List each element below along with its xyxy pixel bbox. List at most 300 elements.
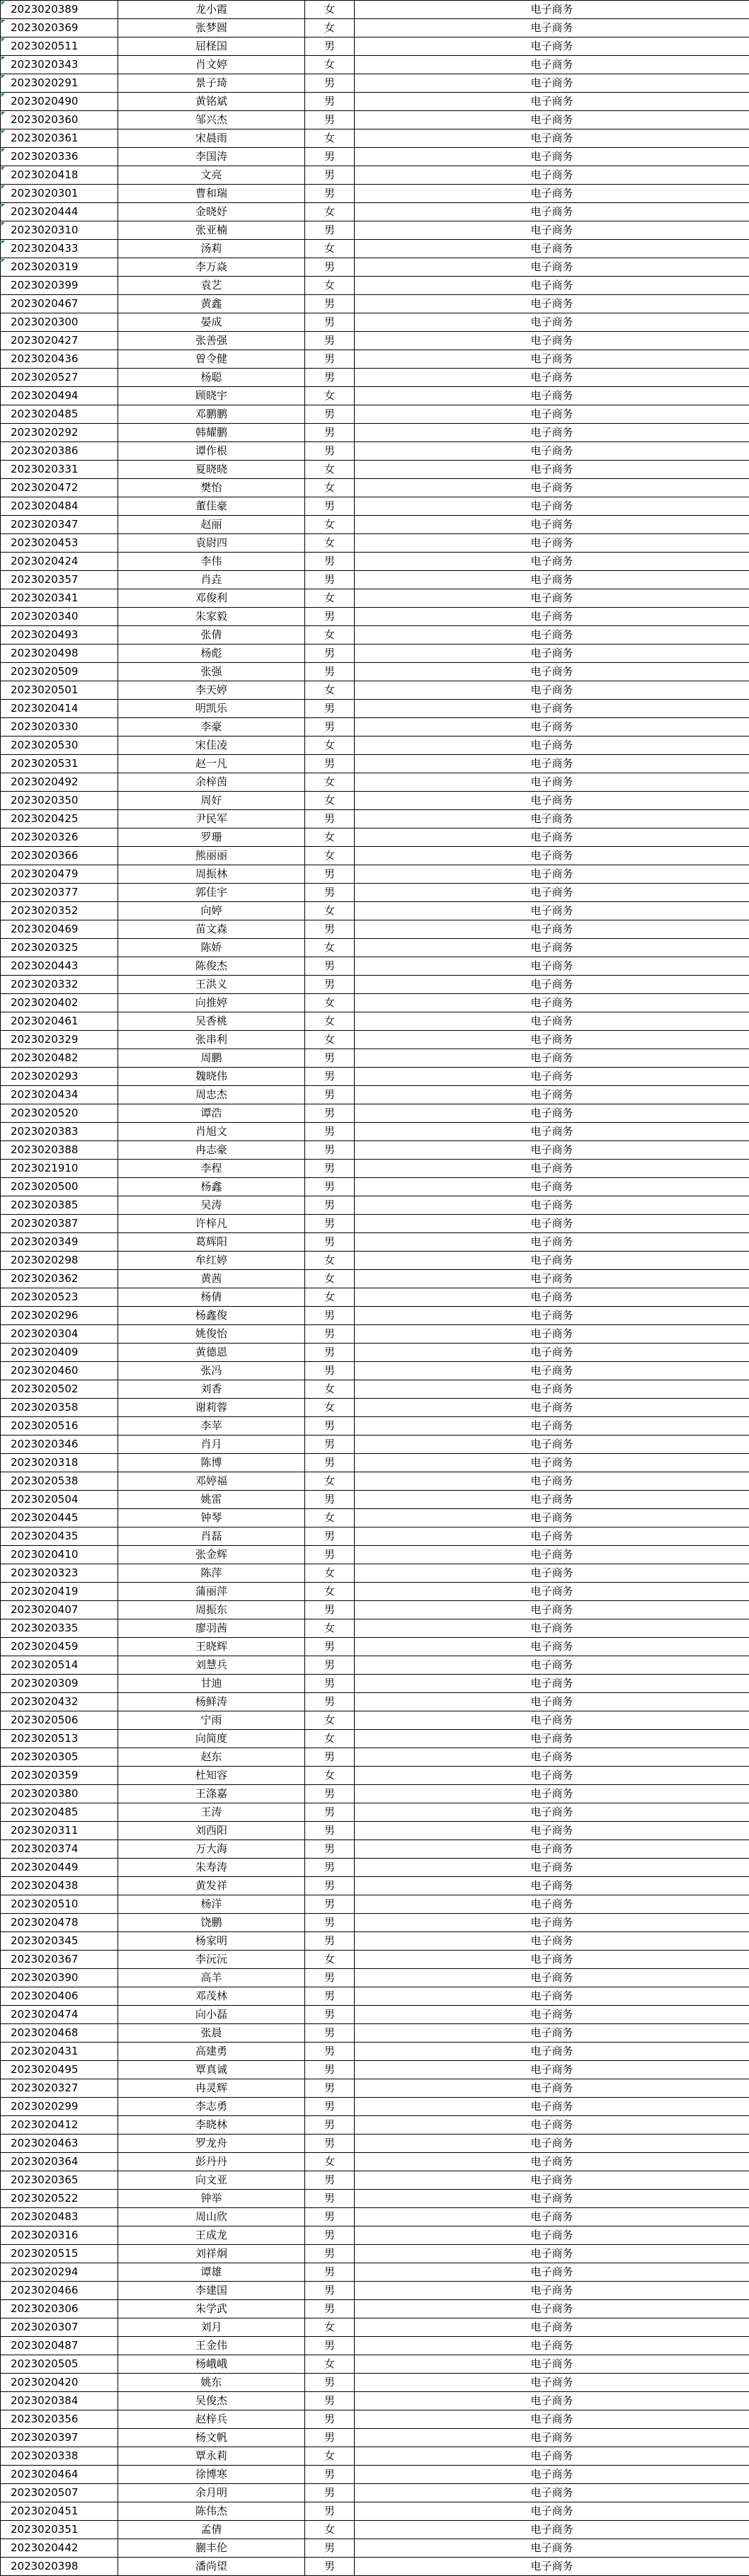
gender-cell[interactable]: 女 <box>305 516 355 534</box>
gender-cell[interactable]: 男 <box>305 295 355 313</box>
gender-cell[interactable]: 女 <box>305 1951 355 1969</box>
major-cell[interactable]: 电子商务 <box>355 424 749 442</box>
major-cell[interactable]: 电子商务 <box>355 240 749 258</box>
gender-cell[interactable]: 男 <box>305 258 355 277</box>
gender-cell[interactable]: 男 <box>305 1362 355 1380</box>
major-cell[interactable]: 电子商务 <box>355 1675 749 1693</box>
student-name-cell[interactable]: 廖羽茜 <box>118 1619 305 1638</box>
student-id-cell[interactable]: 2023020357 <box>1 571 118 589</box>
major-cell[interactable]: 电子商务 <box>355 461 749 479</box>
student-id-cell[interactable]: 2023020468 <box>1 2024 118 2043</box>
student-name-cell[interactable]: 谭作根 <box>118 442 305 461</box>
major-cell[interactable]: 电子商务 <box>355 976 749 994</box>
student-id-cell[interactable]: 2023020301 <box>1 185 118 203</box>
student-name-cell[interactable]: 魏晓伟 <box>118 1068 305 1086</box>
major-cell[interactable]: 电子商务 <box>355 1196 749 1215</box>
major-cell[interactable]: 电子商务 <box>355 2318 749 2337</box>
student-id-cell[interactable]: 2023020501 <box>1 681 118 700</box>
gender-cell[interactable]: 男 <box>305 957 355 976</box>
major-cell[interactable]: 电子商务 <box>355 1123 749 1141</box>
student-id-cell[interactable]: 2023020311 <box>1 1822 118 1840</box>
student-name-cell[interactable]: 向简度 <box>118 1730 305 1748</box>
gender-cell[interactable]: 女 <box>305 828 355 847</box>
student-name-cell[interactable]: 黄发祥 <box>118 1877 305 1895</box>
major-cell[interactable]: 电子商务 <box>355 332 749 350</box>
student-id-cell[interactable]: 2023020505 <box>1 2355 118 2374</box>
major-cell[interactable]: 电子商务 <box>355 1840 749 1859</box>
major-cell[interactable]: 电子商务 <box>355 1822 749 1840</box>
student-name-cell[interactable]: 张晨 <box>118 2024 305 2043</box>
student-name-cell[interactable]: 谭浩 <box>118 1104 305 1123</box>
major-cell[interactable]: 电子商务 <box>355 1362 749 1380</box>
student-name-cell[interactable]: 赵梓兵 <box>118 2410 305 2429</box>
gender-cell[interactable]: 女 <box>305 792 355 810</box>
major-cell[interactable]: 电子商务 <box>355 534 749 553</box>
student-id-cell[interactable]: 2023020485 <box>1 1803 118 1822</box>
student-id-cell[interactable]: 2023020494 <box>1 387 118 405</box>
student-name-cell[interactable]: 邓茂林 <box>118 1987 305 2006</box>
gender-cell[interactable]: 女 <box>305 277 355 295</box>
gender-cell[interactable]: 女 <box>305 479 355 497</box>
student-id-cell[interactable]: 2023020326 <box>1 828 118 847</box>
student-id-cell[interactable]: 2023020294 <box>1 2263 118 2282</box>
major-cell[interactable]: 电子商务 <box>355 1951 749 1969</box>
major-cell[interactable]: 电子商务 <box>355 2226 749 2245</box>
gender-cell[interactable]: 男 <box>305 2226 355 2245</box>
major-cell[interactable]: 电子商务 <box>355 1472 749 1491</box>
student-name-cell[interactable]: 刘慧兵 <box>118 1656 305 1675</box>
major-cell[interactable]: 电子商务 <box>355 737 749 755</box>
student-name-cell[interactable]: 周好 <box>118 792 305 810</box>
student-name-cell[interactable]: 吴俊杰 <box>118 2392 305 2410</box>
major-cell[interactable]: 电子商务 <box>355 828 749 847</box>
student-id-cell[interactable]: 2023020420 <box>1 2374 118 2392</box>
major-cell[interactable]: 电子商务 <box>355 700 749 718</box>
major-cell[interactable]: 电子商务 <box>355 755 749 773</box>
student-name-cell[interactable]: 赵一凡 <box>118 755 305 773</box>
student-name-cell[interactable]: 曾令健 <box>118 350 305 369</box>
major-cell[interactable]: 电子商务 <box>355 2466 749 2484</box>
student-name-cell[interactable]: 谢莉蓉 <box>118 1399 305 1417</box>
student-id-cell[interactable]: 2023020341 <box>1 589 118 608</box>
student-name-cell[interactable]: 钟举 <box>118 2190 305 2208</box>
gender-cell[interactable]: 男 <box>305 920 355 939</box>
gender-cell[interactable]: 女 <box>305 773 355 792</box>
student-name-cell[interactable]: 杨彪 <box>118 645 305 663</box>
gender-cell[interactable]: 男 <box>305 2061 355 2079</box>
gender-cell[interactable]: 男 <box>305 2135 355 2153</box>
gender-cell[interactable]: 男 <box>305 93 355 111</box>
gender-cell[interactable]: 女 <box>305 939 355 957</box>
gender-cell[interactable]: 男 <box>305 1969 355 1987</box>
student-id-cell[interactable]: 2023020319 <box>1 258 118 277</box>
major-cell[interactable]: 电子商务 <box>355 2374 749 2392</box>
gender-cell[interactable]: 男 <box>305 810 355 828</box>
student-id-cell[interactable]: 2023020516 <box>1 1417 118 1436</box>
student-id-cell[interactable]: 2023020412 <box>1 2116 118 2135</box>
major-cell[interactable]: 电子商务 <box>355 626 749 645</box>
major-cell[interactable]: 电子商务 <box>355 608 749 626</box>
student-id-cell[interactable]: 2023020511 <box>1 37 118 56</box>
major-cell[interactable]: 电子商务 <box>355 1656 749 1675</box>
major-cell[interactable]: 电子商务 <box>355 1914 749 1932</box>
student-id-cell[interactable]: 2023020309 <box>1 1675 118 1693</box>
major-cell[interactable]: 电子商务 <box>355 1068 749 1086</box>
student-name-cell[interactable]: 万大海 <box>118 1840 305 1859</box>
student-name-cell[interactable]: 向婷 <box>118 902 305 920</box>
student-name-cell[interactable]: 朱学武 <box>118 2300 305 2318</box>
major-cell[interactable]: 电子商务 <box>355 589 749 608</box>
student-name-cell[interactable]: 杨倩 <box>118 1288 305 1307</box>
gender-cell[interactable]: 男 <box>305 2043 355 2061</box>
major-cell[interactable]: 电子商务 <box>355 2300 749 2318</box>
gender-cell[interactable]: 男 <box>305 332 355 350</box>
gender-cell[interactable]: 女 <box>305 1711 355 1730</box>
gender-cell[interactable]: 女 <box>305 2153 355 2171</box>
student-name-cell[interactable]: 葛辉阳 <box>118 1233 305 1252</box>
student-id-cell[interactable]: 2023020397 <box>1 2429 118 2447</box>
student-id-cell[interactable]: 2023020298 <box>1 1252 118 1270</box>
major-cell[interactable]: 电子商务 <box>355 1491 749 1509</box>
student-id-cell[interactable]: 2023020478 <box>1 1914 118 1932</box>
student-id-cell[interactable]: 2023020291 <box>1 74 118 93</box>
major-cell[interactable]: 电子商务 <box>355 1546 749 1564</box>
gender-cell[interactable]: 女 <box>305 994 355 1012</box>
student-id-cell[interactable]: 2023020484 <box>1 497 118 516</box>
student-id-cell[interactable]: 2023020520 <box>1 1104 118 1123</box>
major-cell[interactable]: 电子商务 <box>355 1031 749 1049</box>
student-name-cell[interactable]: 黄鑫 <box>118 295 305 313</box>
student-id-cell[interactable]: 2023020432 <box>1 1693 118 1711</box>
student-id-cell[interactable]: 2023020350 <box>1 792 118 810</box>
gender-cell[interactable]: 男 <box>305 405 355 424</box>
major-cell[interactable]: 电子商务 <box>355 1160 749 1178</box>
gender-cell[interactable]: 男 <box>305 2006 355 2024</box>
student-name-cell[interactable]: 姚雷 <box>118 1491 305 1509</box>
student-name-cell[interactable]: 汤莉 <box>118 240 305 258</box>
student-name-cell[interactable]: 朱家毅 <box>118 608 305 626</box>
gender-cell[interactable]: 男 <box>305 148 355 166</box>
major-cell[interactable]: 电子商务 <box>355 405 749 424</box>
student-id-cell[interactable]: 2023020443 <box>1 957 118 976</box>
student-name-cell[interactable]: 文亮 <box>118 166 305 185</box>
student-id-cell[interactable]: 2023020399 <box>1 277 118 295</box>
student-id-cell[interactable]: 2023020306 <box>1 2300 118 2318</box>
student-id-cell[interactable]: 2023020509 <box>1 663 118 681</box>
student-id-cell[interactable]: 2023020538 <box>1 1472 118 1491</box>
student-id-cell[interactable]: 2023020459 <box>1 1638 118 1656</box>
student-id-cell[interactable]: 2023020435 <box>1 1527 118 1546</box>
student-id-cell[interactable]: 2023020340 <box>1 608 118 626</box>
major-cell[interactable]: 电子商务 <box>355 1564 749 1583</box>
student-name-cell[interactable]: 覃真诚 <box>118 2061 305 2079</box>
student-id-cell[interactable]: 2023020472 <box>1 479 118 497</box>
major-cell[interactable]: 电子商务 <box>355 2263 749 2282</box>
gender-cell[interactable]: 男 <box>305 1123 355 1141</box>
gender-cell[interactable]: 男 <box>305 2374 355 2392</box>
student-id-cell[interactable]: 2023020346 <box>1 1436 118 1454</box>
major-cell[interactable]: 电子商务 <box>355 2429 749 2447</box>
student-name-cell[interactable]: 朱寿涛 <box>118 1859 305 1877</box>
major-cell[interactable]: 电子商务 <box>355 185 749 203</box>
student-name-cell[interactable]: 吴香桃 <box>118 1012 305 1031</box>
major-cell[interactable]: 电子商务 <box>355 2116 749 2135</box>
gender-cell[interactable]: 男 <box>305 1785 355 1803</box>
gender-cell[interactable]: 男 <box>305 2171 355 2190</box>
gender-cell[interactable]: 男 <box>305 1601 355 1619</box>
student-name-cell[interactable]: 姚东 <box>118 2374 305 2392</box>
gender-cell[interactable]: 女 <box>305 1583 355 1601</box>
gender-cell[interactable]: 女 <box>305 1564 355 1583</box>
student-id-cell[interactable]: 2023020467 <box>1 295 118 313</box>
student-id-cell[interactable]: 2023020362 <box>1 1270 118 1288</box>
student-id-cell[interactable]: 2023020461 <box>1 1012 118 1031</box>
student-id-cell[interactable]: 2023020383 <box>1 1123 118 1141</box>
gender-cell[interactable]: 男 <box>305 221 355 240</box>
major-cell[interactable]: 电子商务 <box>355 1215 749 1233</box>
student-name-cell[interactable]: 邓鹏鹏 <box>118 405 305 424</box>
student-name-cell[interactable]: 周忠杰 <box>118 1086 305 1104</box>
gender-cell[interactable]: 男 <box>305 571 355 589</box>
major-cell[interactable]: 电子商务 <box>355 1288 749 1307</box>
student-id-cell[interactable]: 2023020292 <box>1 424 118 442</box>
gender-cell[interactable]: 男 <box>305 976 355 994</box>
student-name-cell[interactable]: 袁艺 <box>118 277 305 295</box>
major-cell[interactable]: 电子商务 <box>355 1325 749 1344</box>
major-cell[interactable]: 电子商务 <box>355 1270 749 1288</box>
gender-cell[interactable]: 女 <box>305 626 355 645</box>
student-id-cell[interactable]: 2023020485 <box>1 405 118 424</box>
student-name-cell[interactable]: 李晓林 <box>118 2116 305 2135</box>
gender-cell[interactable]: 女 <box>305 56 355 74</box>
student-id-cell[interactable]: 2023020414 <box>1 700 118 718</box>
gender-cell[interactable]: 男 <box>305 755 355 773</box>
major-cell[interactable]: 电子商务 <box>355 1417 749 1436</box>
gender-cell[interactable]: 女 <box>305 1270 355 1288</box>
student-id-cell[interactable]: 2023020358 <box>1 1399 118 1417</box>
student-id-cell[interactable]: 2023020492 <box>1 773 118 792</box>
major-cell[interactable]: 电子商务 <box>355 1619 749 1638</box>
major-cell[interactable]: 电子商务 <box>355 773 749 792</box>
gender-cell[interactable]: 女 <box>305 1012 355 1031</box>
student-id-cell[interactable]: 2023020296 <box>1 1307 118 1325</box>
student-id-cell[interactable]: 2023020500 <box>1 1178 118 1196</box>
gender-cell[interactable]: 男 <box>305 2300 355 2318</box>
student-id-cell[interactable]: 2023020364 <box>1 2153 118 2171</box>
student-id-cell[interactable]: 2023020482 <box>1 1049 118 1068</box>
major-cell[interactable]: 电子商务 <box>355 865 749 884</box>
gender-cell[interactable]: 女 <box>305 1619 355 1638</box>
major-cell[interactable]: 电子商务 <box>355 497 749 516</box>
student-id-cell[interactable]: 2023020386 <box>1 442 118 461</box>
student-name-cell[interactable]: 徐博寒 <box>118 2466 305 2484</box>
major-cell[interactable]: 电子商务 <box>355 1711 749 1730</box>
major-cell[interactable]: 电子商务 <box>355 2355 749 2374</box>
gender-cell[interactable]: 女 <box>305 1380 355 1399</box>
major-cell[interactable]: 电子商务 <box>355 2061 749 2079</box>
student-id-cell[interactable]: 2023020331 <box>1 461 118 479</box>
gender-cell[interactable]: 男 <box>305 369 355 387</box>
major-cell[interactable]: 电子商务 <box>355 166 749 185</box>
gender-cell[interactable]: 男 <box>305 645 355 663</box>
student-name-cell[interactable]: 杨文帆 <box>118 2429 305 2447</box>
student-name-cell[interactable]: 高羊 <box>118 1969 305 1987</box>
student-name-cell[interactable]: 杨鲜涛 <box>118 1693 305 1711</box>
major-cell[interactable]: 电子商务 <box>355 1785 749 1803</box>
student-id-cell[interactable]: 2023020474 <box>1 2006 118 2024</box>
student-id-cell[interactable]: 2023020352 <box>1 902 118 920</box>
major-cell[interactable]: 电子商务 <box>355 2245 749 2263</box>
gender-cell[interactable]: 男 <box>305 1877 355 1895</box>
student-name-cell[interactable]: 周鹏 <box>118 1049 305 1068</box>
gender-cell[interactable]: 男 <box>305 2079 355 2098</box>
gender-cell[interactable]: 男 <box>305 1656 355 1675</box>
student-name-cell[interactable]: 冉志豪 <box>118 1141 305 1160</box>
student-name-cell[interactable]: 许梓凡 <box>118 1215 305 1233</box>
major-cell[interactable]: 电子商务 <box>355 313 749 332</box>
major-cell[interactable]: 电子商务 <box>355 1987 749 2006</box>
major-cell[interactable]: 电子商务 <box>355 295 749 313</box>
major-cell[interactable]: 电子商务 <box>355 1932 749 1951</box>
gender-cell[interactable]: 男 <box>305 2337 355 2355</box>
gender-cell[interactable]: 男 <box>305 2263 355 2282</box>
major-cell[interactable]: 电子商务 <box>355 350 749 369</box>
student-name-cell[interactable]: 杨聪 <box>118 369 305 387</box>
student-id-cell[interactable]: 2023020318 <box>1 1454 118 1472</box>
student-name-cell[interactable]: 黄铭斌 <box>118 93 305 111</box>
gender-cell[interactable]: 男 <box>305 185 355 203</box>
gender-cell[interactable]: 男 <box>305 1086 355 1104</box>
student-name-cell[interactable]: 李伟 <box>118 553 305 571</box>
student-name-cell[interactable]: 李国涛 <box>118 148 305 166</box>
gender-cell[interactable]: 男 <box>305 442 355 461</box>
gender-cell[interactable]: 男 <box>305 350 355 369</box>
student-name-cell[interactable]: 李苹 <box>118 1417 305 1436</box>
major-cell[interactable]: 电子商务 <box>355 1748 749 1767</box>
student-name-cell[interactable]: 肖文婷 <box>118 56 305 74</box>
gender-cell[interactable]: 男 <box>305 1160 355 1178</box>
major-cell[interactable]: 电子商务 <box>355 387 749 405</box>
student-name-cell[interactable]: 吴涛 <box>118 1196 305 1215</box>
major-cell[interactable]: 电子商务 <box>355 258 749 277</box>
gender-cell[interactable]: 男 <box>305 2502 355 2521</box>
student-name-cell[interactable]: 袁尉四 <box>118 534 305 553</box>
student-id-cell[interactable]: 2023020388 <box>1 1141 118 1160</box>
student-id-cell[interactable]: 2023020510 <box>1 1895 118 1914</box>
gender-cell[interactable]: 男 <box>305 74 355 93</box>
major-cell[interactable]: 电子商务 <box>355 847 749 865</box>
student-name-cell[interactable]: 景子琦 <box>118 74 305 93</box>
major-cell[interactable]: 电子商务 <box>355 920 749 939</box>
major-cell[interactable]: 电子商务 <box>355 442 749 461</box>
student-name-cell[interactable]: 邹兴杰 <box>118 111 305 129</box>
student-name-cell[interactable]: 刘香 <box>118 1380 305 1399</box>
major-cell[interactable]: 电子商务 <box>355 2098 749 2116</box>
student-id-cell[interactable]: 2023020427 <box>1 332 118 350</box>
gender-cell[interactable]: 男 <box>305 2558 355 2576</box>
major-cell[interactable]: 电子商务 <box>355 277 749 295</box>
gender-cell[interactable]: 男 <box>305 1491 355 1509</box>
student-name-cell[interactable]: 邓俊利 <box>118 589 305 608</box>
student-id-cell[interactable]: 2023020329 <box>1 1031 118 1049</box>
student-id-cell[interactable]: 2023020433 <box>1 240 118 258</box>
gender-cell[interactable]: 男 <box>305 2208 355 2226</box>
student-name-cell[interactable]: 明凯乐 <box>118 700 305 718</box>
student-name-cell[interactable]: 陈萍 <box>118 1564 305 1583</box>
gender-cell[interactable]: 女 <box>305 1 355 19</box>
gender-cell[interactable]: 女 <box>305 2318 355 2337</box>
gender-cell[interactable]: 女 <box>305 240 355 258</box>
major-cell[interactable]: 电子商务 <box>355 884 749 902</box>
major-cell[interactable]: 电子商务 <box>355 994 749 1012</box>
student-name-cell[interactable]: 罗珊 <box>118 828 305 847</box>
student-name-cell[interactable]: 罗龙舟 <box>118 2135 305 2153</box>
gender-cell[interactable]: 男 <box>305 663 355 681</box>
gender-cell[interactable]: 女 <box>305 2521 355 2539</box>
major-cell[interactable]: 电子商务 <box>355 902 749 920</box>
student-id-cell[interactable]: 2023020502 <box>1 1380 118 1399</box>
major-cell[interactable]: 电子商务 <box>355 1344 749 1362</box>
student-id-cell[interactable]: 2023020469 <box>1 920 118 939</box>
student-name-cell[interactable]: 屈柽国 <box>118 37 305 56</box>
student-id-cell[interactable]: 2023020483 <box>1 2208 118 2226</box>
gender-cell[interactable]: 男 <box>305 1932 355 1951</box>
student-name-cell[interactable]: 张冯 <box>118 1362 305 1380</box>
student-id-cell[interactable]: 2023020316 <box>1 2226 118 2245</box>
gender-cell[interactable]: 男 <box>305 2190 355 2208</box>
student-id-cell[interactable]: 2023020490 <box>1 93 118 111</box>
gender-cell[interactable]: 男 <box>305 1178 355 1196</box>
major-cell[interactable]: 电子商务 <box>355 939 749 957</box>
student-id-cell[interactable]: 2023020419 <box>1 1583 118 1601</box>
student-id-cell[interactable]: 2023020390 <box>1 1969 118 1987</box>
student-id-cell[interactable]: 2023020347 <box>1 516 118 534</box>
student-name-cell[interactable]: 肖月 <box>118 1436 305 1454</box>
student-id-cell[interactable]: 2023020360 <box>1 111 118 129</box>
gender-cell[interactable]: 男 <box>305 37 355 56</box>
student-name-cell[interactable]: 向推婷 <box>118 994 305 1012</box>
student-name-cell[interactable]: 向小磊 <box>118 2006 305 2024</box>
student-id-cell[interactable]: 2023020507 <box>1 2484 118 2502</box>
major-cell[interactable]: 电子商务 <box>355 1307 749 1325</box>
student-id-cell[interactable]: 2023020498 <box>1 645 118 663</box>
gender-cell[interactable]: 女 <box>305 681 355 700</box>
major-cell[interactable]: 电子商务 <box>355 1104 749 1123</box>
student-name-cell[interactable]: 张善强 <box>118 332 305 350</box>
student-name-cell[interactable]: 王洪义 <box>118 976 305 994</box>
student-id-cell[interactable]: 2023020424 <box>1 553 118 571</box>
gender-cell[interactable]: 男 <box>305 1417 355 1436</box>
student-name-cell[interactable]: 肖垚 <box>118 571 305 589</box>
major-cell[interactable]: 电子商务 <box>355 369 749 387</box>
student-name-cell[interactable]: 张串利 <box>118 1031 305 1049</box>
student-id-cell[interactable]: 2023020380 <box>1 1785 118 1803</box>
student-id-cell[interactable]: 2023020299 <box>1 2098 118 2116</box>
student-name-cell[interactable]: 姚俊怡 <box>118 1325 305 1344</box>
student-name-cell[interactable]: 肖磊 <box>118 1527 305 1546</box>
student-name-cell[interactable]: 潘尚望 <box>118 2558 305 2576</box>
gender-cell[interactable]: 男 <box>305 1325 355 1344</box>
major-cell[interactable]: 电子商务 <box>355 1436 749 1454</box>
student-id-cell[interactable]: 2023020495 <box>1 2061 118 2079</box>
gender-cell[interactable]: 女 <box>305 2355 355 2374</box>
major-cell[interactable]: 电子商务 <box>355 1638 749 1656</box>
student-id-cell[interactable]: 2023020406 <box>1 1987 118 2006</box>
student-id-cell[interactable]: 2023020506 <box>1 1711 118 1730</box>
student-name-cell[interactable]: 孟倩 <box>118 2521 305 2539</box>
student-name-cell[interactable]: 王晓辉 <box>118 1638 305 1656</box>
gender-cell[interactable]: 女 <box>305 847 355 865</box>
